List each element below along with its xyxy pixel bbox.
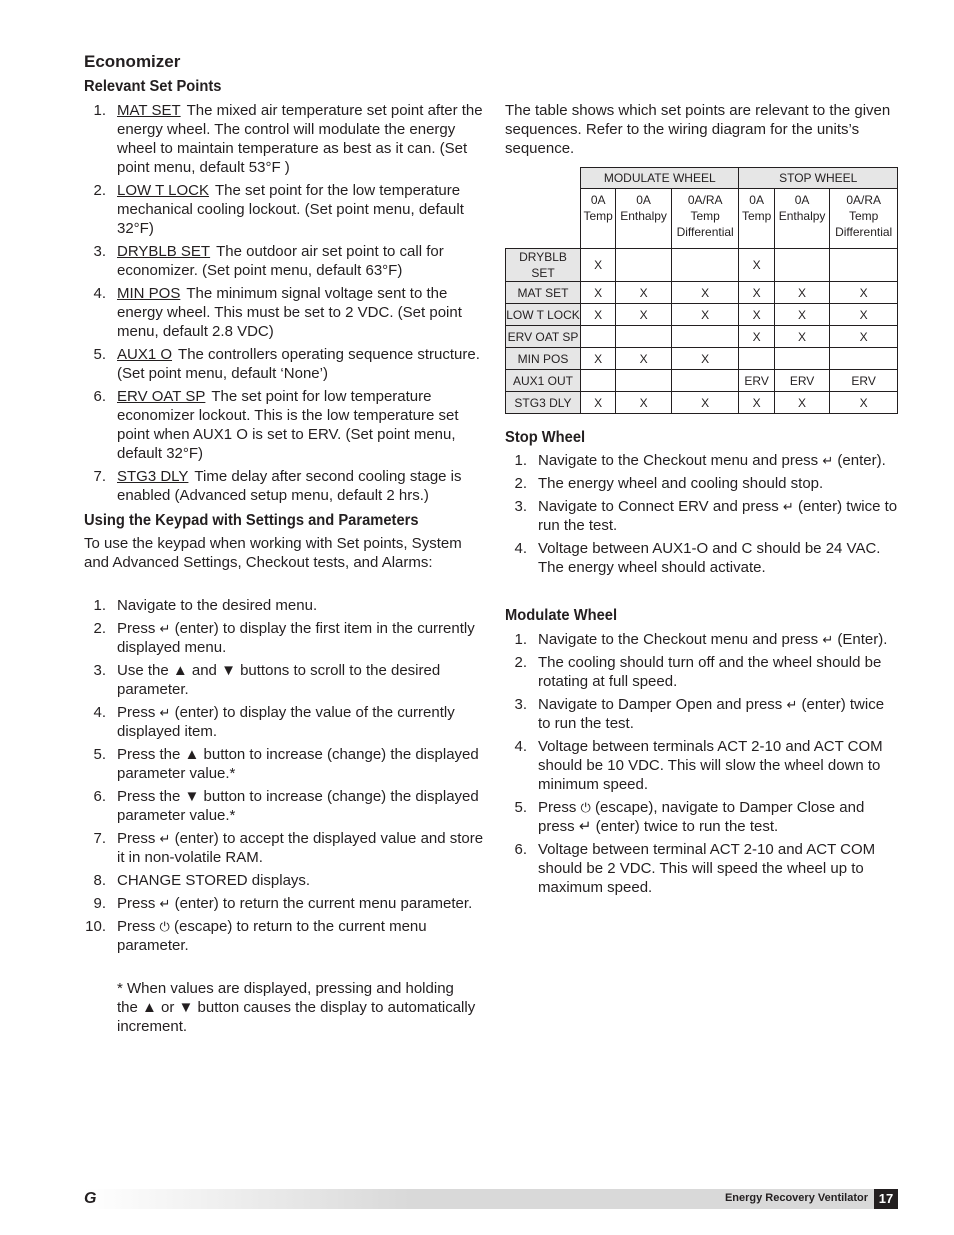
item-number: 2. bbox=[514, 475, 527, 492]
item-text: Press bbox=[117, 704, 160, 721]
list-item bbox=[84, 829, 484, 867]
set-points-list bbox=[84, 101, 484, 509]
list-item bbox=[84, 871, 484, 890]
table-cell: ERV bbox=[739, 370, 774, 392]
table-cell bbox=[671, 249, 739, 282]
table-intro: The table shows which set points are relevant to the given sequences. Refer to the wiring diagram for the units’s sequence. bbox=[505, 102, 891, 157]
table-cell: X bbox=[830, 392, 898, 414]
table-cell bbox=[671, 370, 739, 392]
enter-icon: ↵ bbox=[159, 896, 171, 911]
item-text: Navigate to the Checkout menu and press bbox=[538, 452, 823, 469]
table-cell: X bbox=[581, 348, 616, 370]
enter-icon: ↵ bbox=[822, 453, 834, 468]
table-cell: X bbox=[671, 348, 739, 370]
table-cell: X bbox=[671, 304, 739, 326]
item-text-continued: (Enter). bbox=[833, 631, 888, 648]
row-label: MAT SET bbox=[506, 282, 581, 304]
item-term: ERV OAT SP bbox=[117, 388, 206, 405]
list-item bbox=[505, 840, 900, 897]
item-text: Navigate to Connect ERV and press bbox=[538, 498, 783, 515]
table-group-header: MODULATE WHEEL bbox=[581, 168, 739, 189]
list-item bbox=[84, 467, 484, 505]
relevant-set-points-title: Relevant Set Points bbox=[84, 78, 222, 95]
table-cell bbox=[830, 249, 898, 282]
item-text: Press bbox=[538, 799, 581, 816]
row-label: LOW T LOCK bbox=[506, 304, 581, 326]
row-label: STG3 DLY bbox=[506, 392, 581, 414]
list-item bbox=[505, 539, 900, 577]
subheader-line: Enthalpy bbox=[778, 209, 826, 223]
table-cell: X bbox=[739, 392, 774, 414]
row-label: ERV OAT SP bbox=[506, 326, 581, 348]
table-subheader bbox=[671, 189, 739, 249]
item-number: 2. bbox=[93, 182, 106, 199]
table-cell: X bbox=[616, 282, 672, 304]
item-text: The outdoor air set point to call for economizer. (Set point menu, default 63°F) bbox=[117, 243, 444, 279]
item-number: 4. bbox=[514, 738, 527, 755]
subheader-line: 0A bbox=[590, 193, 606, 207]
table-cell: X bbox=[616, 304, 672, 326]
modulate-wheel-list bbox=[505, 630, 900, 901]
subheader-line: 0A/RA bbox=[846, 193, 881, 207]
item-number: 7. bbox=[93, 830, 106, 847]
list-item bbox=[505, 737, 900, 794]
item-number: 6. bbox=[514, 841, 527, 858]
list-item bbox=[84, 745, 484, 783]
keypad-note: * When values are displayed, pressing and holding the ▲ or ▼ button causes the display to automatically increment. bbox=[117, 980, 476, 1035]
item-text-continued: (enter) to return the current menu parameter. bbox=[170, 895, 473, 912]
item-number: 6. bbox=[93, 788, 106, 805]
enter-icon: ↵ bbox=[159, 621, 171, 636]
table-cell: X bbox=[581, 282, 616, 304]
table-cell: X bbox=[774, 392, 830, 414]
row-label: MIN POS bbox=[506, 348, 581, 370]
table-row bbox=[506, 348, 898, 370]
item-text-continued: (enter) to display the first item in the currently displayed menu. bbox=[117, 620, 475, 656]
list-item bbox=[84, 703, 484, 741]
enter-icon: ↵ bbox=[782, 499, 794, 514]
item-number: 1. bbox=[93, 597, 106, 614]
table-cell: X bbox=[774, 326, 830, 348]
table-subheader bbox=[616, 189, 672, 249]
list-item bbox=[84, 619, 484, 657]
item-text: The energy wheel and cooling should stop. bbox=[538, 475, 824, 492]
item-text-continued: (enter) twice to run the test. bbox=[538, 696, 885, 732]
table-cell: X bbox=[671, 282, 739, 304]
escape-icon: ⏻ bbox=[159, 919, 170, 934]
item-number: 4. bbox=[93, 285, 106, 302]
item-number: 10. bbox=[85, 918, 106, 935]
subheader-line: Differential bbox=[676, 225, 734, 239]
list-item bbox=[505, 497, 900, 535]
item-text-continued: (enter) to accept the displayed value and store it in non-volatile RAM. bbox=[117, 830, 484, 866]
table-cell bbox=[616, 326, 672, 348]
table-cell bbox=[616, 249, 672, 282]
item-number: 1. bbox=[514, 631, 527, 648]
subheader-line: Temp bbox=[741, 209, 772, 223]
item-text: Navigate to Damper Open and press bbox=[538, 696, 787, 713]
table-cell bbox=[830, 348, 898, 370]
table-group-row bbox=[506, 168, 898, 189]
item-text-continued: (escape), navigate to Damper Close and press ↵ (enter) twice to run the test. bbox=[538, 799, 865, 835]
table-subheader bbox=[830, 189, 898, 249]
table-subheader bbox=[739, 189, 774, 249]
item-number: 3. bbox=[514, 696, 527, 713]
item-text: Time delay after second cooling stage is enabled (Advanced setup menu, default 2 hrs.) bbox=[117, 468, 462, 504]
item-number: 5. bbox=[514, 799, 527, 816]
item-number: 5. bbox=[93, 746, 106, 763]
item-text-continued: (enter). bbox=[833, 452, 886, 469]
row-label: AUX1 OUT bbox=[506, 370, 581, 392]
item-number: 3. bbox=[514, 498, 527, 515]
list-item bbox=[84, 894, 484, 913]
keypad-title: Using the Keypad with Settings and Parameters bbox=[84, 512, 419, 529]
item-text: Use the ▲ and ▼ buttons to scroll to the desired parameter. bbox=[117, 662, 441, 698]
item-text: Press bbox=[117, 918, 160, 935]
item-text-continued: (enter) twice to run the test. bbox=[538, 498, 898, 534]
list-item bbox=[505, 653, 900, 691]
escape-icon: ⏻ bbox=[580, 800, 591, 815]
list-item bbox=[84, 181, 484, 238]
item-number: 4. bbox=[514, 540, 527, 557]
row-label: DRYBLB SET bbox=[506, 249, 581, 282]
item-text: Press the ▲ button to increase (change) the displayed parameter value.* bbox=[117, 746, 479, 782]
section-heading: Economizer bbox=[84, 52, 181, 71]
subheader-line: Temp bbox=[848, 209, 879, 223]
table-row bbox=[506, 249, 898, 282]
item-number: 6. bbox=[93, 388, 106, 405]
subheader-line: 0A bbox=[794, 193, 810, 207]
item-number: 9. bbox=[93, 895, 106, 912]
subheader-line: Temp bbox=[690, 209, 720, 223]
table-cell bbox=[671, 326, 739, 348]
item-text: Voltage between AUX1-O and C should be 24 VAC. The energy wheel should activate. bbox=[538, 540, 881, 576]
stop-wheel-title: Stop Wheel bbox=[505, 429, 586, 446]
item-term: MAT SET bbox=[117, 102, 181, 119]
table-cell bbox=[774, 249, 830, 282]
enter-icon: ↵ bbox=[159, 705, 171, 720]
table-row bbox=[506, 282, 898, 304]
item-text: Press bbox=[117, 830, 160, 847]
table-row bbox=[506, 304, 898, 326]
item-text: Voltage between terminals ACT 2-10 and ACT COM should be 10 VDC. This will slow the wheel down to minimum speed. bbox=[538, 738, 883, 793]
table-cell: ERV bbox=[830, 370, 898, 392]
item-text: Voltage between terminal ACT 2-10 and ACT COM should be 2 VDC. This will speed the wheel up to maximum speed. bbox=[538, 841, 876, 896]
item-number: 8. bbox=[93, 872, 106, 889]
item-text: Press bbox=[117, 895, 160, 912]
subheader-line: Enthalpy bbox=[620, 209, 667, 223]
item-text: Navigate to the desired menu. bbox=[117, 597, 318, 614]
table-cell: X bbox=[739, 282, 774, 304]
item-number: 2. bbox=[514, 654, 527, 671]
list-item bbox=[84, 345, 484, 383]
table-cell bbox=[739, 348, 774, 370]
footer-title: Energy Recovery Ventilator bbox=[724, 1192, 868, 1204]
item-text: The minimum signal voltage sent to the energy wheel. This must be set to 2 VDC. (Set point menu, default 2.8 VDC) bbox=[117, 285, 462, 340]
table-subheader bbox=[581, 189, 616, 249]
subheader-line: 0A bbox=[636, 193, 651, 207]
list-item bbox=[84, 101, 484, 177]
item-number: 4. bbox=[93, 704, 106, 721]
table-cell: X bbox=[581, 249, 616, 282]
table-cell: X bbox=[616, 392, 672, 414]
list-item bbox=[84, 596, 484, 615]
table-row bbox=[506, 370, 898, 392]
page-number: 17 bbox=[874, 1189, 898, 1209]
enter-icon: ↵ bbox=[786, 697, 798, 712]
table-cell: X bbox=[581, 304, 616, 326]
list-item bbox=[84, 661, 484, 699]
list-item bbox=[84, 242, 484, 280]
item-text: The mixed air temperature set point after the energy wheel. The control will modulate the energy wheel to maintain temperature as best as it can. (Set point menu, default 53°F ) bbox=[117, 102, 483, 176]
subheader-line: 0A/RA bbox=[687, 193, 723, 207]
table-cell: X bbox=[739, 326, 774, 348]
footer-bar bbox=[84, 1189, 898, 1209]
item-term: MIN POS bbox=[117, 285, 181, 302]
list-item bbox=[505, 798, 900, 836]
table-cell: X bbox=[830, 326, 898, 348]
table-cell bbox=[774, 348, 830, 370]
list-item bbox=[84, 284, 484, 341]
table-cell bbox=[581, 326, 616, 348]
table-cell: X bbox=[671, 392, 739, 414]
item-number: 7. bbox=[93, 468, 106, 485]
table-cell: X bbox=[830, 304, 898, 326]
table-cell: X bbox=[774, 304, 830, 326]
list-item bbox=[505, 695, 900, 733]
table-cell bbox=[581, 370, 616, 392]
table-cell: ERV bbox=[774, 370, 830, 392]
enter-icon: ↵ bbox=[822, 632, 834, 647]
item-number: 1. bbox=[514, 452, 527, 469]
item-text: The set point for low temperature economizer lockout. This is the low temperature set point when AUX1 O is set to ERV. (Set point menu, default 32°F) bbox=[117, 388, 459, 462]
stop-wheel-list bbox=[505, 451, 900, 581]
list-item bbox=[505, 474, 900, 493]
table-cell: X bbox=[616, 348, 672, 370]
table-cell: X bbox=[739, 304, 774, 326]
item-number: 5. bbox=[93, 346, 106, 363]
table-cell: X bbox=[774, 282, 830, 304]
item-number: 1. bbox=[93, 102, 106, 119]
table-cell bbox=[616, 370, 672, 392]
enter-icon: ↵ bbox=[159, 831, 171, 846]
item-text-continued: (enter) to display the value of the currently displayed item. bbox=[117, 704, 455, 740]
table-group-header: STOP WHEEL bbox=[739, 168, 898, 189]
item-text: Navigate to the Checkout menu and press bbox=[538, 631, 823, 648]
item-term: DRYBLB SET bbox=[117, 243, 211, 260]
item-term: LOW T LOCK bbox=[117, 182, 209, 199]
item-text: The cooling should turn off and the wheel should be rotating at full speed. bbox=[538, 654, 882, 690]
table-subheader bbox=[774, 189, 830, 249]
list-item bbox=[84, 787, 484, 825]
item-text: Press the ▼ button to increase (change) the displayed parameter value.* bbox=[117, 788, 479, 824]
list-item bbox=[505, 451, 900, 470]
brand-logo: G bbox=[84, 1190, 97, 1207]
subheader-line: 0A bbox=[749, 193, 764, 207]
item-number: 3. bbox=[93, 243, 106, 260]
sequence-table bbox=[505, 167, 898, 414]
table-cell: X bbox=[739, 249, 774, 282]
table-corner bbox=[506, 168, 581, 249]
item-term: AUX1 O bbox=[117, 346, 173, 363]
item-text: Press bbox=[117, 620, 160, 637]
item-text-continued: (escape) to return to the current menu parameter. bbox=[117, 918, 427, 954]
table-cell: X bbox=[581, 392, 616, 414]
list-item bbox=[84, 387, 484, 463]
list-item bbox=[505, 630, 900, 649]
subheader-line: Temp bbox=[583, 209, 613, 223]
item-number: 3. bbox=[93, 662, 106, 679]
modulate-wheel-title: Modulate Wheel bbox=[505, 607, 618, 624]
subheader-line: Differential bbox=[835, 225, 893, 239]
item-text: The set point for the low temperature mechanical cooling lockout. (Set point menu, default 32°F) bbox=[117, 182, 464, 237]
table-row bbox=[506, 326, 898, 348]
item-text: The controllers operating sequence structure. (Set point menu, default ‘None’) bbox=[117, 346, 480, 382]
table-cell: X bbox=[830, 282, 898, 304]
keypad-intro: To use the keypad when working with Set points, System and Advanced Settings, Checkout tests, and Alarms: bbox=[84, 535, 462, 571]
list-item bbox=[84, 917, 484, 955]
item-term: STG3 DLY bbox=[117, 468, 189, 485]
item-number: 2. bbox=[93, 620, 106, 637]
item-text: CHANGE STORED displays. bbox=[117, 872, 311, 889]
table-row bbox=[506, 392, 898, 414]
keypad-steps-list bbox=[84, 596, 484, 959]
